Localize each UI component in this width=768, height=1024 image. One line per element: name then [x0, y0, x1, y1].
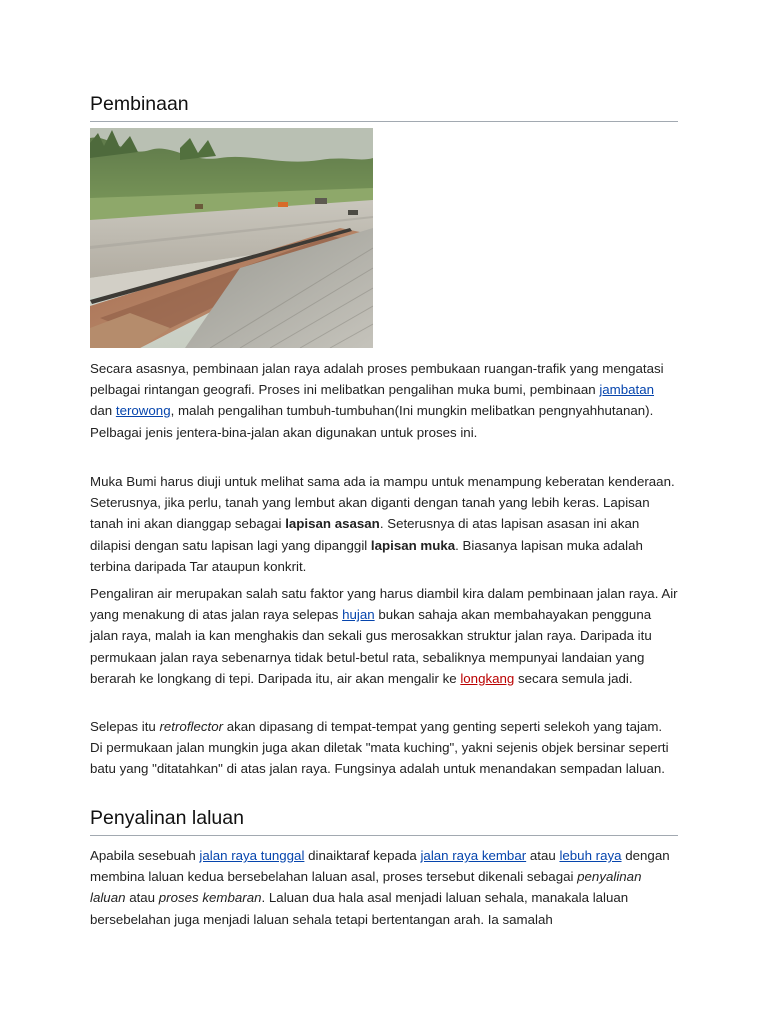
link-hujan[interactable]: hujan — [342, 607, 375, 623]
p5-text-2: dinaiktaraf kepada — [304, 848, 421, 863]
paragraph-1 — [90, 358, 678, 443]
link-lebuh-raya[interactable]: lebuh raya — [559, 848, 622, 863]
p1-text-3: , malah pengalihan tumbuh-tumbuhan(Ini mungkin melibatkan pengnyahhutanan). Pelbagai jenis jentera-bina-jalan akan digunakan untuk proses ini. — [90, 403, 654, 440]
section-heading-penyalinan-laluan: Penyalinan laluan — [90, 807, 678, 836]
p5-text-4: dengan membina laluan kedua bersebelahan laluan asal, proses tersebut dikenali sebagai — [90, 848, 670, 885]
term-penyalinan-laluan: penyalinan laluan — [90, 869, 642, 906]
term-proses-kembaran: proses kembaran — [158, 890, 262, 906]
section-heading-pembinaan: Pembinaan — [90, 93, 678, 122]
p1-text-2: dan — [90, 403, 116, 419]
link-terowong[interactable]: terowong — [115, 403, 171, 419]
link-jambatan[interactable]: jambatan — [599, 382, 655, 398]
p1-text-1: Secara asasnya, pembinaan jalan raya adalah proses pembukaan ruangan-trafik yang mengatasi pelbagai rintangan geografi. Proses ini melibatkan pengalihan muka bumi, pembinaan — [90, 361, 664, 398]
p2-text-1: Muka Bumi harus diuji untuk melihat sama ada ia mampu untuk menampung keberatan kenderaan. Seterusnya, jika perlu, tanah yang lembut akan diganti dengan tanah yang lebih keras. Lapisan tanah ini akan dianggap sebagai — [90, 474, 675, 532]
term-lapisan-asasan: lapisan asasan — [285, 516, 380, 532]
term-lapisan-muka: lapisan muka — [370, 537, 456, 553]
p5-text-6: . Laluan dua hala asal menjadi laluan sehala, manakala laluan bersebelahan juga menjadi laluan sehala tetapi bertentangan arah. Ia samalah — [90, 890, 629, 927]
p2-text-2: . Seterusnya di atas lapisan asasan ini akan dilapisi dengan satu lapisan lagi yang dipanggil — [90, 516, 640, 553]
link-jalan-raya-tunggal[interactable]: jalan raya tunggal — [199, 848, 305, 863]
p3-text-3: secara semula jadi. — [514, 670, 633, 686]
p4-text-1: Selepas itu — [90, 719, 160, 734]
paragraph-5 — [90, 845, 680, 930]
p5-text-5: atau — [125, 890, 159, 906]
paragraph-2 — [90, 471, 678, 577]
p5-text-3: atau — [526, 848, 560, 863]
p5-text-1: Apabila sesebuah — [90, 848, 200, 863]
road-construction-photo[interactable] — [90, 128, 373, 348]
p3-text-1: Pengaliran air merupakan salah satu faktor yang harus diambil kira dalam pembinaan jalan raya. Air yang menakung di atas jalan raya selepas — [90, 586, 678, 623]
paragraph-3 — [90, 583, 678, 689]
p3-text-2: bukan sahaja akan membahayakan pengguna jalan raya, malah ia kan menghakis dan sekali gus merosakkan struktur jalan raya. Daripada itu permukaan jalan raya sebenarnya tidak betul-betul rata, sebaliknya mempunyai landaian yang berarah ke longkang di tepi. Daripada itu, air akan mengalir ke — [90, 607, 652, 686]
link-jalan-raya-kembar[interactable]: jalan raya kembar — [420, 848, 527, 863]
p2-text-3: . Biasanya lapisan muka adalah terbina daripada Tar ataupun konkrit. — [90, 537, 643, 574]
p4-text-2: akan dipasang di tempat-tempat yang genting seperti selekoh yang tajam. Di permukaan jalan mungkin juga akan diletak "mata kuching", yakni sejenis objek bersinar seperti batu yang "ditatahkan" di atas jalan raya. Fungsinya adalah untuk menandakan sempadan laluan. — [90, 719, 669, 777]
link-longkang[interactable]: longkang — [460, 670, 515, 686]
road-construction-illustration — [90, 128, 373, 348]
term-retroflector: retroflector — [159, 719, 224, 734]
paragraph-4 — [90, 716, 678, 780]
